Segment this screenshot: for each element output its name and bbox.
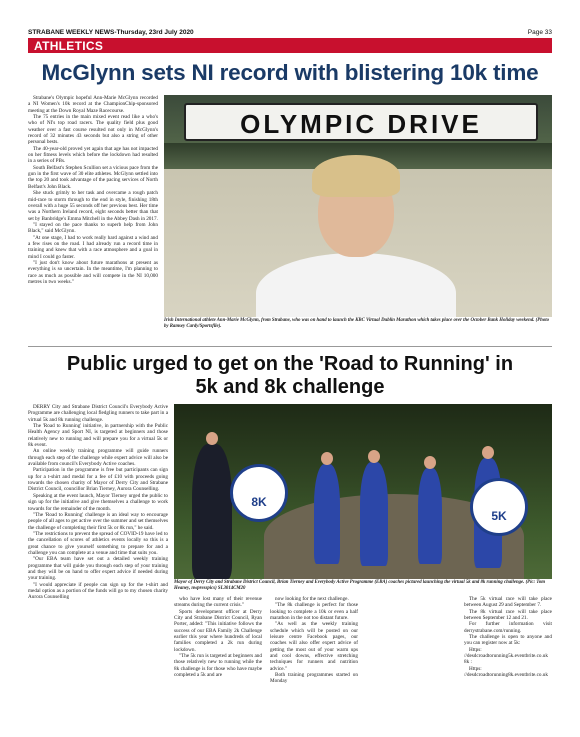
paragraph: "At one stage, I had to work really hard against a wind and a few rises on the road. I had already run a record time in training and knew that with a race atmosphere and a goal in mind I could go faster.: [28, 234, 158, 260]
paragraph: Speaking at the event launch, Mayor Tierney urged the public to sign up for the initiative and give themselves a challenge to work towards for the remainder of the month.: [28, 492, 168, 512]
paragraph: "The 5k run is targeted at beginners and those relatively new to running while the 8k challenge is for those who have maybe completed a 5k and are: [174, 653, 262, 679]
paragraph: "The 8k challenge is perfect for those looking to complete a 10k or even a half marathon in the not too distant future.: [270, 602, 358, 622]
paragraph: She stuck grimly to her task and overcame a rough patch mid-race to storm through to the end in style, finishing 18th overall with a huge 55 seconds off her previous best. Her time was a Northern Ireland record, eight seconds better than that set by Banbridge's Emma Mitchell in the Abbey Dash in 2017.: [28, 190, 158, 222]
paragraph: Both training programmes started on Monday: [270, 672, 358, 685]
paragraph: For further information visit derrystrabane.com/running.: [464, 621, 552, 634]
street-sign-text: OLYMPIC DRIVE: [240, 109, 482, 139]
article2-column-4: [464, 596, 552, 678]
article2-column-3: [270, 596, 358, 685]
article2-headline-line2: 5k and 8k challenge: [195, 376, 385, 398]
paragraph: The 8k virtual race will take place between September 12 and 21.: [464, 608, 552, 622]
section-title: ATHLETICS: [34, 39, 104, 53]
paragraph: South Belfast's Stephen Scullion set a vicious pace from the gun in the first wave of 30 elite athletes. McGlynn settled into the top 20 and took advantage of the pacing services of North Belfast's John Black.: [28, 164, 158, 190]
paragraph: The 40-year-old proved yet again that age has not impacted on her fitness levels which before the lockdown had resulted in a series of PBs.: [28, 145, 158, 165]
paragraph: Sports development officer at Derry City and Strabane District Council, Ryan Porter, added: "This initiative follows the success of our EBA Family 2k Challenge earlier this year where hundreds of local families completed a 2k run during lockdown.: [174, 608, 262, 653]
paragraph: An online weekly training programme will guide runners through each step of the challenge while expert advice will also be available from council's Everybody Active coaches.: [28, 448, 168, 468]
mayor-figure: [192, 444, 232, 579]
paragraph: Https: //desdcroadtorunning8k.eventbrite.co.uk: [464, 665, 548, 679]
article2-caption: Mayor of Derry City and Strabane District Council, Brian Tierney and Everybody Active Programme (EBA) coaches pictured launching the virtual 5k and 8k running challenge. (Pic: Tom Heaney, nwpresspics) SL3014CM20: [174, 580, 545, 591]
paragraph: The 75 entries in the main mixed event read like a who's who of NI's top road racers. The quality field plus good weather over a fast course resulted not only in McGlynn's record of 32 minutes 43 seconds but also a string of other personal bests.: [28, 114, 158, 146]
article2-column-1: [28, 404, 168, 601]
paragraph: "The restrictions to prevent the spread of COVID-19 have led to the cancellation of scores of athletics events locally so this is a great chance to give yourself something to prepare for and a challenge you can complete at a venue and time that suits you.: [28, 530, 168, 556]
paragraph: "Our EBA team have set out a detailed weekly training programme that will guide you through each step of your training and they will be on hand to offer expert advice if needed during your training.: [28, 556, 168, 582]
mcglynn-photo: [164, 95, 552, 317]
article2-headline: [28, 353, 552, 399]
article-divider: [28, 346, 552, 347]
paragraph: The challenge is open to anyone and you can register now at 5k:: [464, 634, 552, 647]
article1-body: [28, 95, 158, 285]
article2-column-2: [174, 596, 262, 678]
runner-figure: [360, 462, 388, 566]
banner-8k: 8K: [230, 464, 288, 522]
street-sign: [184, 103, 538, 141]
runner-figure: [314, 464, 340, 564]
banner-5k: 5K: [470, 478, 528, 536]
section-banner: [28, 38, 552, 53]
paragraph: "I stayed on the pace thanks to superb help from John Black," said McGlynn.: [28, 221, 158, 235]
paragraph: who have lost many of their revenue streams during the current crisis.": [174, 596, 262, 609]
paragraph: Https: //desdcroadtorunning5k.eventbrite.co.uk 8k :: [464, 646, 548, 666]
paragraph: "I just don't know about future marathons at present as everything is so uncertain. In the meantime, I'm planning to race as much as possible and will compete in the NI 10,000 metres in two weeks.": [28, 259, 158, 285]
runner-figure: [418, 468, 442, 564]
paragraph: Participation in the programme is free but participants can sign up for a t-shirt and medal for a fee of £10 with proceeds going towards the chosen charity of Mayor of Derry City and Strabane District Council, councillor Brian Tierney, Aurora Counselling.: [28, 467, 168, 493]
paragraph: "As well as the weekly training schedule which will be posted on our leisure centre Facebook pages, our coaches will also offer expert advice of getting the most out of your warm ups and cool downs, effective stretching techniques for runners and nutrition advice.": [270, 621, 358, 672]
paragraph: DERRY City and Strabane District Council's Everybody Active Programme are challenging local fledgling runners to take part in a virtual 5k and 8k running challenge.: [28, 404, 168, 423]
runners-photo: [174, 404, 552, 579]
paragraph: The 5k virtual race will take place between August 29 and September 7.: [464, 596, 552, 609]
paragraph: "I would appreciate if people can sign up for the t-shirt and medal option as a portion of the funds will go to my chosen charity Aurora Counselling: [28, 581, 168, 601]
paragraph: now looking for the next challenge.: [275, 596, 349, 602]
paragraph: The 'Road to Running' initiative, in partnership with the Public Health Agency and Sport NI, is targeted at beginners and those relatively new to running and will prepare you for a virtual 5k or 8k event.: [28, 423, 168, 449]
page-number: Page 33: [527, 29, 552, 36]
article1-headline: McGlynn sets NI record with blistering 10k time: [41, 60, 539, 85]
article2-headline-line1: Public urged to get on the 'Road to Running' in: [66, 353, 514, 375]
paragraph: "The 'Road to Running' challenge is an ideal way to encourage people of all ages to get active over the summer and set themselves the challenge of completing their first 5k or 8k run," he said.: [28, 511, 168, 531]
article1-caption: Irish International athlete Ann-Marie McGlynn, from Strabane, who was on hand to launch the KBC Virtual Dublin Marathon which takes place over the October Bank Holiday weekend. (Photo by Ramsey Cardy/Sportsfile).: [164, 318, 549, 329]
paragraph: Strabane's Olympic hopeful Ann-Marie McGlynn recorded a NI Women's 10k record at the ChampionChip-sponsored meeting at the Down Royal Maze Racecourse.: [28, 95, 158, 114]
publication-line: STRABANE WEEKLY NEWS-Thursday, 23rd July 2020: [28, 29, 194, 36]
